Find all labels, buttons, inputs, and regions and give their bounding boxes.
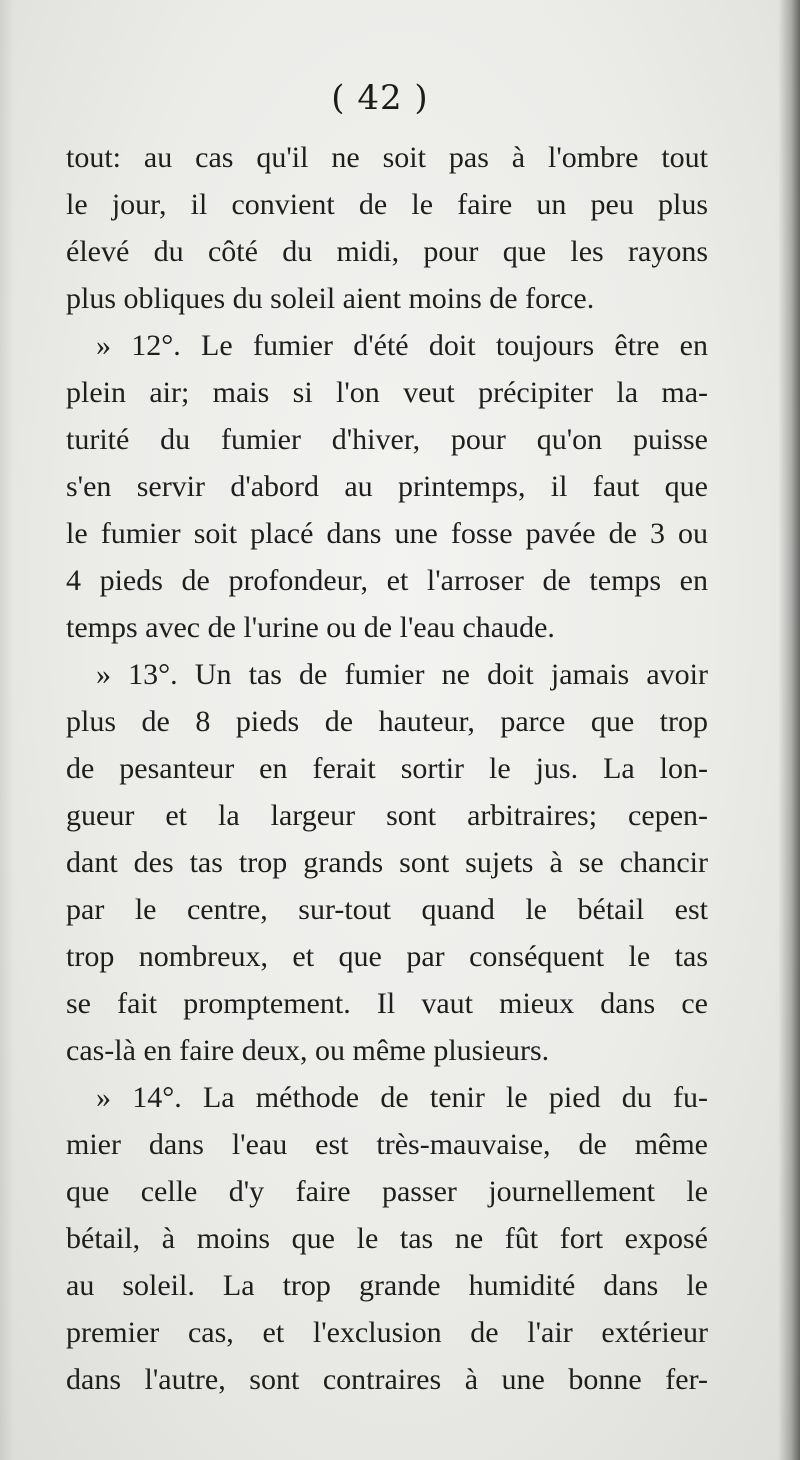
text-line: au soleil. La trop grande humidité dans le [66, 1269, 708, 1302]
text-line: que celle d'y faire passer journellement le [66, 1175, 708, 1208]
text-line: s'en servir d'abord au printemps, il faut que [66, 470, 708, 503]
body-text [66, 134, 708, 1403]
text-line: temps avec de l'urine ou de l'eau chaude. [66, 611, 555, 644]
text-line: de pesanteur en ferait sortir le jus. La lon- [66, 752, 708, 785]
text-line: » 12°. Le fumier d'été doit toujours être en [96, 329, 708, 362]
text-line: bétail, à moins que le tas ne fût fort exposé [66, 1222, 708, 1255]
text-line: trop nombreux, et que par conséquent le tas [66, 940, 708, 973]
text-line: » 14°. La méthode de tenir le pied du fu- [96, 1081, 708, 1114]
text-line: le fumier soit placé dans une fosse pavée de 3 ou [66, 517, 708, 550]
text-line: 4 pieds de profondeur, et l'arroser de temps en [66, 564, 708, 597]
text-line: plus de 8 pieds de hauteur, parce que trop [66, 705, 708, 738]
text-line: » 13°. Un tas de fumier ne doit jamais avoir [96, 658, 708, 691]
text-line: plus obliques du soleil aient moins de force. [66, 282, 595, 315]
text-line: le jour, il convient de le faire un peu plus [66, 188, 708, 221]
text-line: par le centre, sur-tout quand le bétail est [66, 893, 708, 926]
text-line: dant des tas trop grands sont sujets à se chancir [66, 846, 708, 879]
page-shadow-right [778, 0, 800, 1460]
text-line: cas-là en faire deux, ou même plusieurs. [66, 1034, 550, 1067]
page-number: ( 42 ) [331, 78, 429, 118]
text-line: se fait promptement. Il vaut mieux dans ce [66, 987, 708, 1020]
text-line: plein air; mais si l'on veut précipiter la ma- [66, 376, 708, 409]
text-line: premier cas, et l'exclusion de l'air extérieur [66, 1316, 708, 1349]
text-line: élevé du côté du midi, pour que les rayons [66, 235, 708, 268]
text-line: gueur et la largeur sont arbitraires; cepen- [66, 799, 708, 832]
page-shadow-left [0, 0, 14, 1460]
text-line: tout: au cas qu'il ne soit pas à l'ombre tout [66, 141, 708, 174]
text-line: turité du fumier d'hiver, pour qu'on puisse [66, 423, 708, 456]
text-line: dans l'autre, sont contraires à une bonne fer- [66, 1363, 708, 1396]
text-line: mier dans l'eau est très-mauvaise, de même [66, 1128, 708, 1161]
